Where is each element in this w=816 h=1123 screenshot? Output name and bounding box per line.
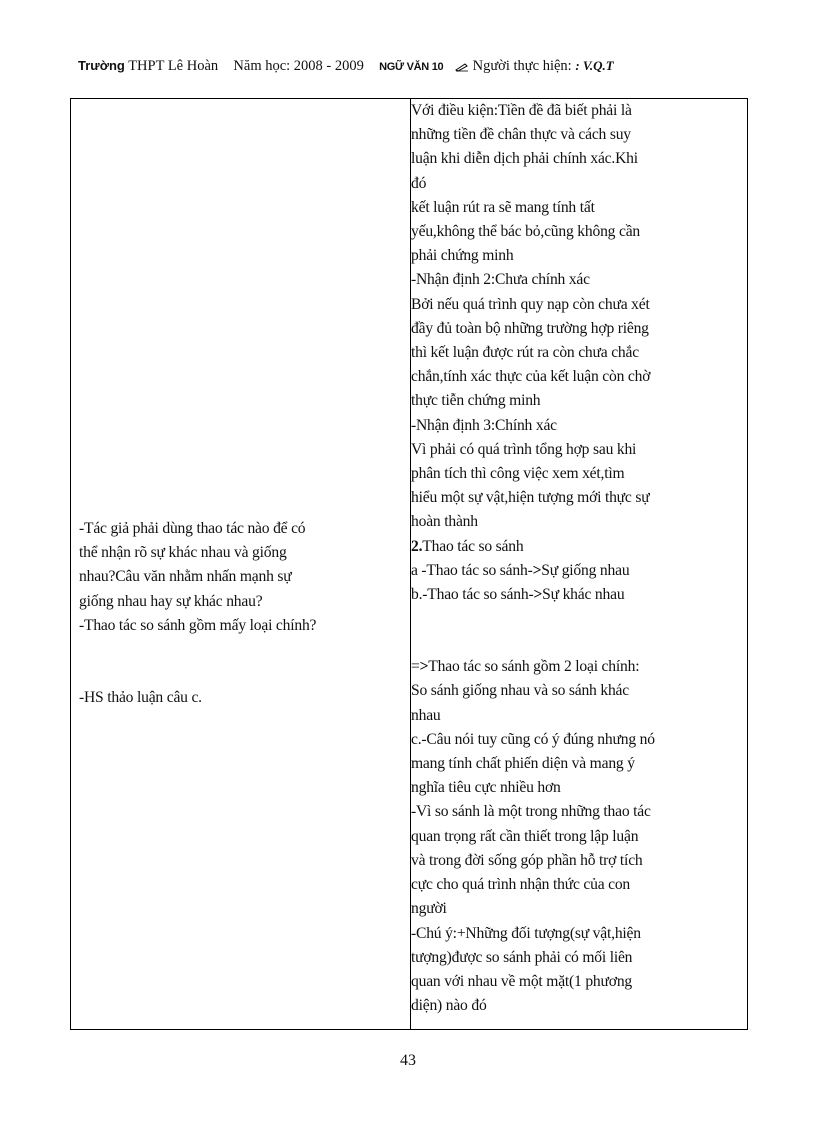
content-cell xyxy=(411,99,748,1030)
text-line: Với điều kiện:Tiền đề đã biết phải là xyxy=(411,102,632,119)
item-b-text: Sự khác nhau xyxy=(542,586,625,604)
text-line: hiểu một sự vật,hiện tượng mới thực sự xyxy=(411,489,650,507)
text-line: -Tác giả phải dùng thao tác nào để có xyxy=(79,520,306,537)
text-line: quan trọng rất cần thiết trong lập luận xyxy=(411,827,639,845)
text-line: phải chứng minh xyxy=(411,247,514,265)
text-line: Vì phải có quá trình tổng hợp sau khi xyxy=(411,440,637,458)
item-b-prefix: b.-Thao tác so sánh- xyxy=(411,586,534,604)
page-header xyxy=(78,54,758,78)
item-a xyxy=(411,559,747,583)
text-line: -Chú ý:+Những đối tượng(sự vật,hiện xyxy=(411,924,641,942)
arrow-symbol: > xyxy=(532,561,542,579)
text-line: thì kết luận được rút ra còn chưa chắc xyxy=(411,344,639,362)
text-line: mang tính chất phiến diện và mang ý xyxy=(411,755,635,773)
text-line: nghĩa tiêu cực nhiều hơn xyxy=(411,779,561,797)
arrow-symbol: > xyxy=(533,586,543,604)
text-line: thực tiễn chứng minh xyxy=(411,392,541,410)
heading-number: 2. xyxy=(411,537,423,555)
text-line: yếu,không thể bác bỏ,cũng không cần xyxy=(411,223,641,241)
text-line: Bởi nếu quá trình quy nạp còn chưa xét xyxy=(411,295,650,313)
text-line: kết luận rút ra sẽ mang tính tất xyxy=(411,198,595,216)
section-heading xyxy=(411,535,747,559)
text-line: giống nhau hay sự khác nhau? xyxy=(79,592,263,610)
text-line: So sánh giống nhau và so sánh khác xyxy=(411,682,629,700)
teacher-activity-cell xyxy=(71,99,411,1030)
text-line: quan với nhau về một mặt(1 phương xyxy=(411,972,633,990)
text-line: c.-Câu nói tuy cũng có ý đúng nhưng nó xyxy=(411,730,655,748)
text-line: -HS thảo luận câu c. xyxy=(79,689,202,706)
text-line: người xyxy=(411,900,447,918)
question-block xyxy=(79,517,399,638)
item-a-prefix: a -Thao tác so sánh- xyxy=(411,561,533,579)
spacer xyxy=(411,607,747,631)
pen-icon xyxy=(455,62,469,72)
text-line: luận khi diễn dịch phải chính xác.Khi xyxy=(411,150,638,168)
text-line: chắn,tính xác thực của kết luận còn chờ xyxy=(411,368,651,386)
heading-text: Thao tác so sánh xyxy=(422,537,524,555)
page-number: 43 xyxy=(400,1052,416,1069)
school-year: Năm học: 2008 - 2009 xyxy=(233,58,364,74)
text-line: -Vì so sánh là một trong những thao tác xyxy=(411,803,651,821)
text-line: đầy đủ toàn bộ những trường hợp riêng xyxy=(411,319,649,337)
text-line: -Nhận định 3:Chính xác xyxy=(411,416,557,434)
text-line: phân tích thì công việc xem xét,tìm xyxy=(411,465,625,483)
conclusion-prefix: = xyxy=(411,658,420,676)
subject-name: NGỮ VĂN 10 xyxy=(379,61,444,73)
text-line: nhau?Câu văn nhằm nhấn mạnh sự xyxy=(79,568,292,586)
text-line: những tiền đề chân thực và cách suy xyxy=(411,126,631,144)
text-line: cực cho quá trình nhận thức của con xyxy=(411,876,631,894)
author-label: Người thực hiện: xyxy=(472,58,572,74)
school-name: THPT Lê Hoàn xyxy=(128,58,219,74)
text-line: tượng)được so sánh phải có mối liên xyxy=(411,948,633,966)
item-b xyxy=(411,583,747,607)
text-line: đó xyxy=(411,174,427,192)
text-line: và trong đời sống góp phần hỗ trợ tích xyxy=(411,851,643,869)
item-a-text: Sự giống nhau xyxy=(541,561,630,579)
text-line: diện) nào đó xyxy=(411,997,487,1015)
text-line: -Nhận định 2:Chưa chính xác xyxy=(411,271,590,289)
text-line: hoàn thành xyxy=(411,513,478,531)
text-line: nhau xyxy=(411,706,441,724)
lesson-table xyxy=(70,98,748,1030)
content-text xyxy=(411,99,747,1018)
text-line: thể nhận rõ sự khác nhau và giống xyxy=(79,544,287,562)
conclusion-line xyxy=(411,655,747,679)
discussion-block xyxy=(79,686,399,710)
conclusion-text: Thao tác so sánh gồm 2 loại chính: xyxy=(428,658,640,676)
table-row xyxy=(71,99,748,1030)
author-name: : V.Q.T xyxy=(575,58,614,73)
spacer xyxy=(411,631,747,655)
school-label: Trường xyxy=(78,58,125,73)
arrow-symbol: > xyxy=(419,658,429,676)
text-line: -Thao tác so sánh gồm mấy loại chính? xyxy=(79,616,317,634)
